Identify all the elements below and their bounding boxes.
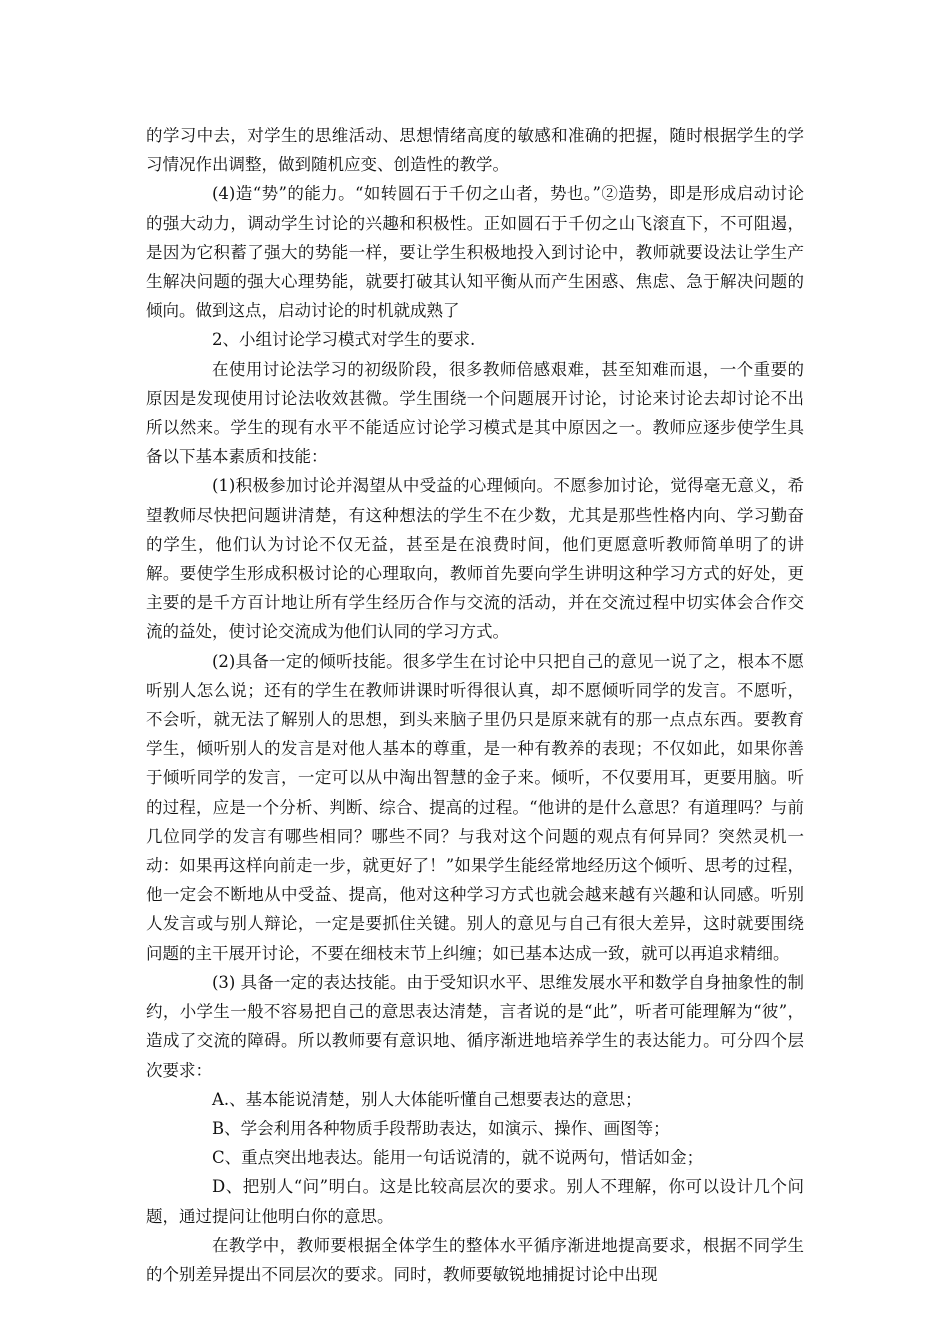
list-item-b: B、学会利用各种物质手段帮助表达，如演示、操作、画图等；: [212, 1118, 670, 1138]
paragraph-momentum-ability: (4)造“势”的能力。“如转圆石于千仞之山者，势也。”②造势，即是形成启动讨论的强大动力，调动学生讨论的兴趣和积极性。正如圆石于千仞之山飞滚直下，不可阻遏，是因为它积蓄了强大的势能一样，要让学生积极地投入到讨论中，教师就要设法让学生产生解决问题的强大心理势能，就要打破其认知平衡从而产生困惑、焦虑、急于解决问题的倾向。做到这点，启动讨论的时机就成熟了: [146, 184, 804, 321]
paragraph-continuation: 的学习中去，对学生的思维活动、思想情绪高度的敏感和准确的把握，随时根据学生的学习情况作出调整，做到随机应变、创造性的教学。: [146, 126, 804, 175]
document-body: [146, 121, 804, 1289]
paragraph-discussion-intro: 在使用讨论法学习的初级阶段，很多教师倍感艰难，甚至知难而退，一个重要的原因是发现使用讨论法收效甚微。学生围绕一个问题展开讨论，讨论来讨论去却讨论不出所以然来。学生的现有水平不能适应讨论学习模式是其中原因之一。教师应逐步使学生具备以下基本素质和技能：: [146, 359, 804, 467]
list-item-a: A.、基本能说清楚，别人大体能听懂自己想要表达的意思；: [212, 1089, 642, 1109]
paragraph-expression-skill: (3) 具备一定的表达技能。由于受知识水平、思维发展水平和数学自身抽象性的制约，小学生一般不容易把自己的意思表达清楚，言者说的是“此”，听者可能理解为“彼”，造成了交流的障碍。所以教师要有意识地、循序渐进地培养学生的表达能力。可分四个层次要求：: [146, 972, 804, 1080]
paragraph-listening-skill: (2)具备一定的倾听技能。很多学生在讨论中只把自己的意见一说了之，根本不愿听别人怎么说；还有的学生在教师讲课时听得很认真，却不愿倾听同学的发言。不愿听，不会听，就无法了解别人的思想，到头来脑子里仍只是原来就有的那一点点东西。要教育学生，倾听别人的发言是对他人基本的尊重，是一种有教养的表现；不仅如此，如果你善于倾听同学的发言，一定可以从中淘出智慧的金子来。倾听，不仅要用耳，更要用脑。听的过程，应是一个分析、判断、综合、提高的过程。“他讲的是什么意思？有道理吗？与前几位同学的发言有哪些相同？哪些不同？与我对这个问题的观点有何异同？突然灵机一动：如果再这样向前走一步，就更好了！”如果学生能经常地经历这个倾听、思考的过程，他一定会不断地从中受益、提高，他对这种学习方式也就会越来越有兴趣和认同感。听别人发言或与别人辩论，一定是要抓住关键。别人的意见与自己有很大差异，这时就要围绕问题的主干展开讨论，不要在细枝末节上纠缠；如已基本达成一致，就可以再追求精细。: [146, 651, 804, 963]
list-item-d: D、把别人“问”明白。这是比较高层次的要求。别人不理解，你可以设计几个问题，通过提问让他明白你的意思。: [146, 1177, 804, 1226]
section-heading-student-requirements: 2、小组讨论学习模式对学生的要求.: [212, 330, 476, 350]
paragraph-psychological-tendency: (1)积极参加讨论并渴望从中受益的心理倾向。不愿参加讨论，觉得毫无意义，希望教师尽快把问题讲清楚，有这种想法的学生不在少数，尤其是那些性格内向、学习勤奋的学生，他们认为讨论不仅无益，甚至是在浪费时间，他们更愿意听教师简单明了的讲解。要使学生形成积极讨论的心理取向，教师首先要向学生讲明这种学习方式的好处，更主要的是千方百计地让所有学生经历合作与交流的活动，并在交流过程中切实体会合作交流的益处，使讨论交流成为他们认同的学习方式。: [146, 476, 804, 642]
paragraph-teaching-summary: 在教学中，教师要根据全体学生的整体水平循序渐进地提高要求，根据不同学生的个别差异提出不同层次的要求。同时，教师要敏锐地捕捉讨论中出现: [146, 1235, 804, 1284]
list-item-c: C、重点突出地表达。能用一句话说清的，就不说两句，惜话如金；: [212, 1148, 704, 1168]
